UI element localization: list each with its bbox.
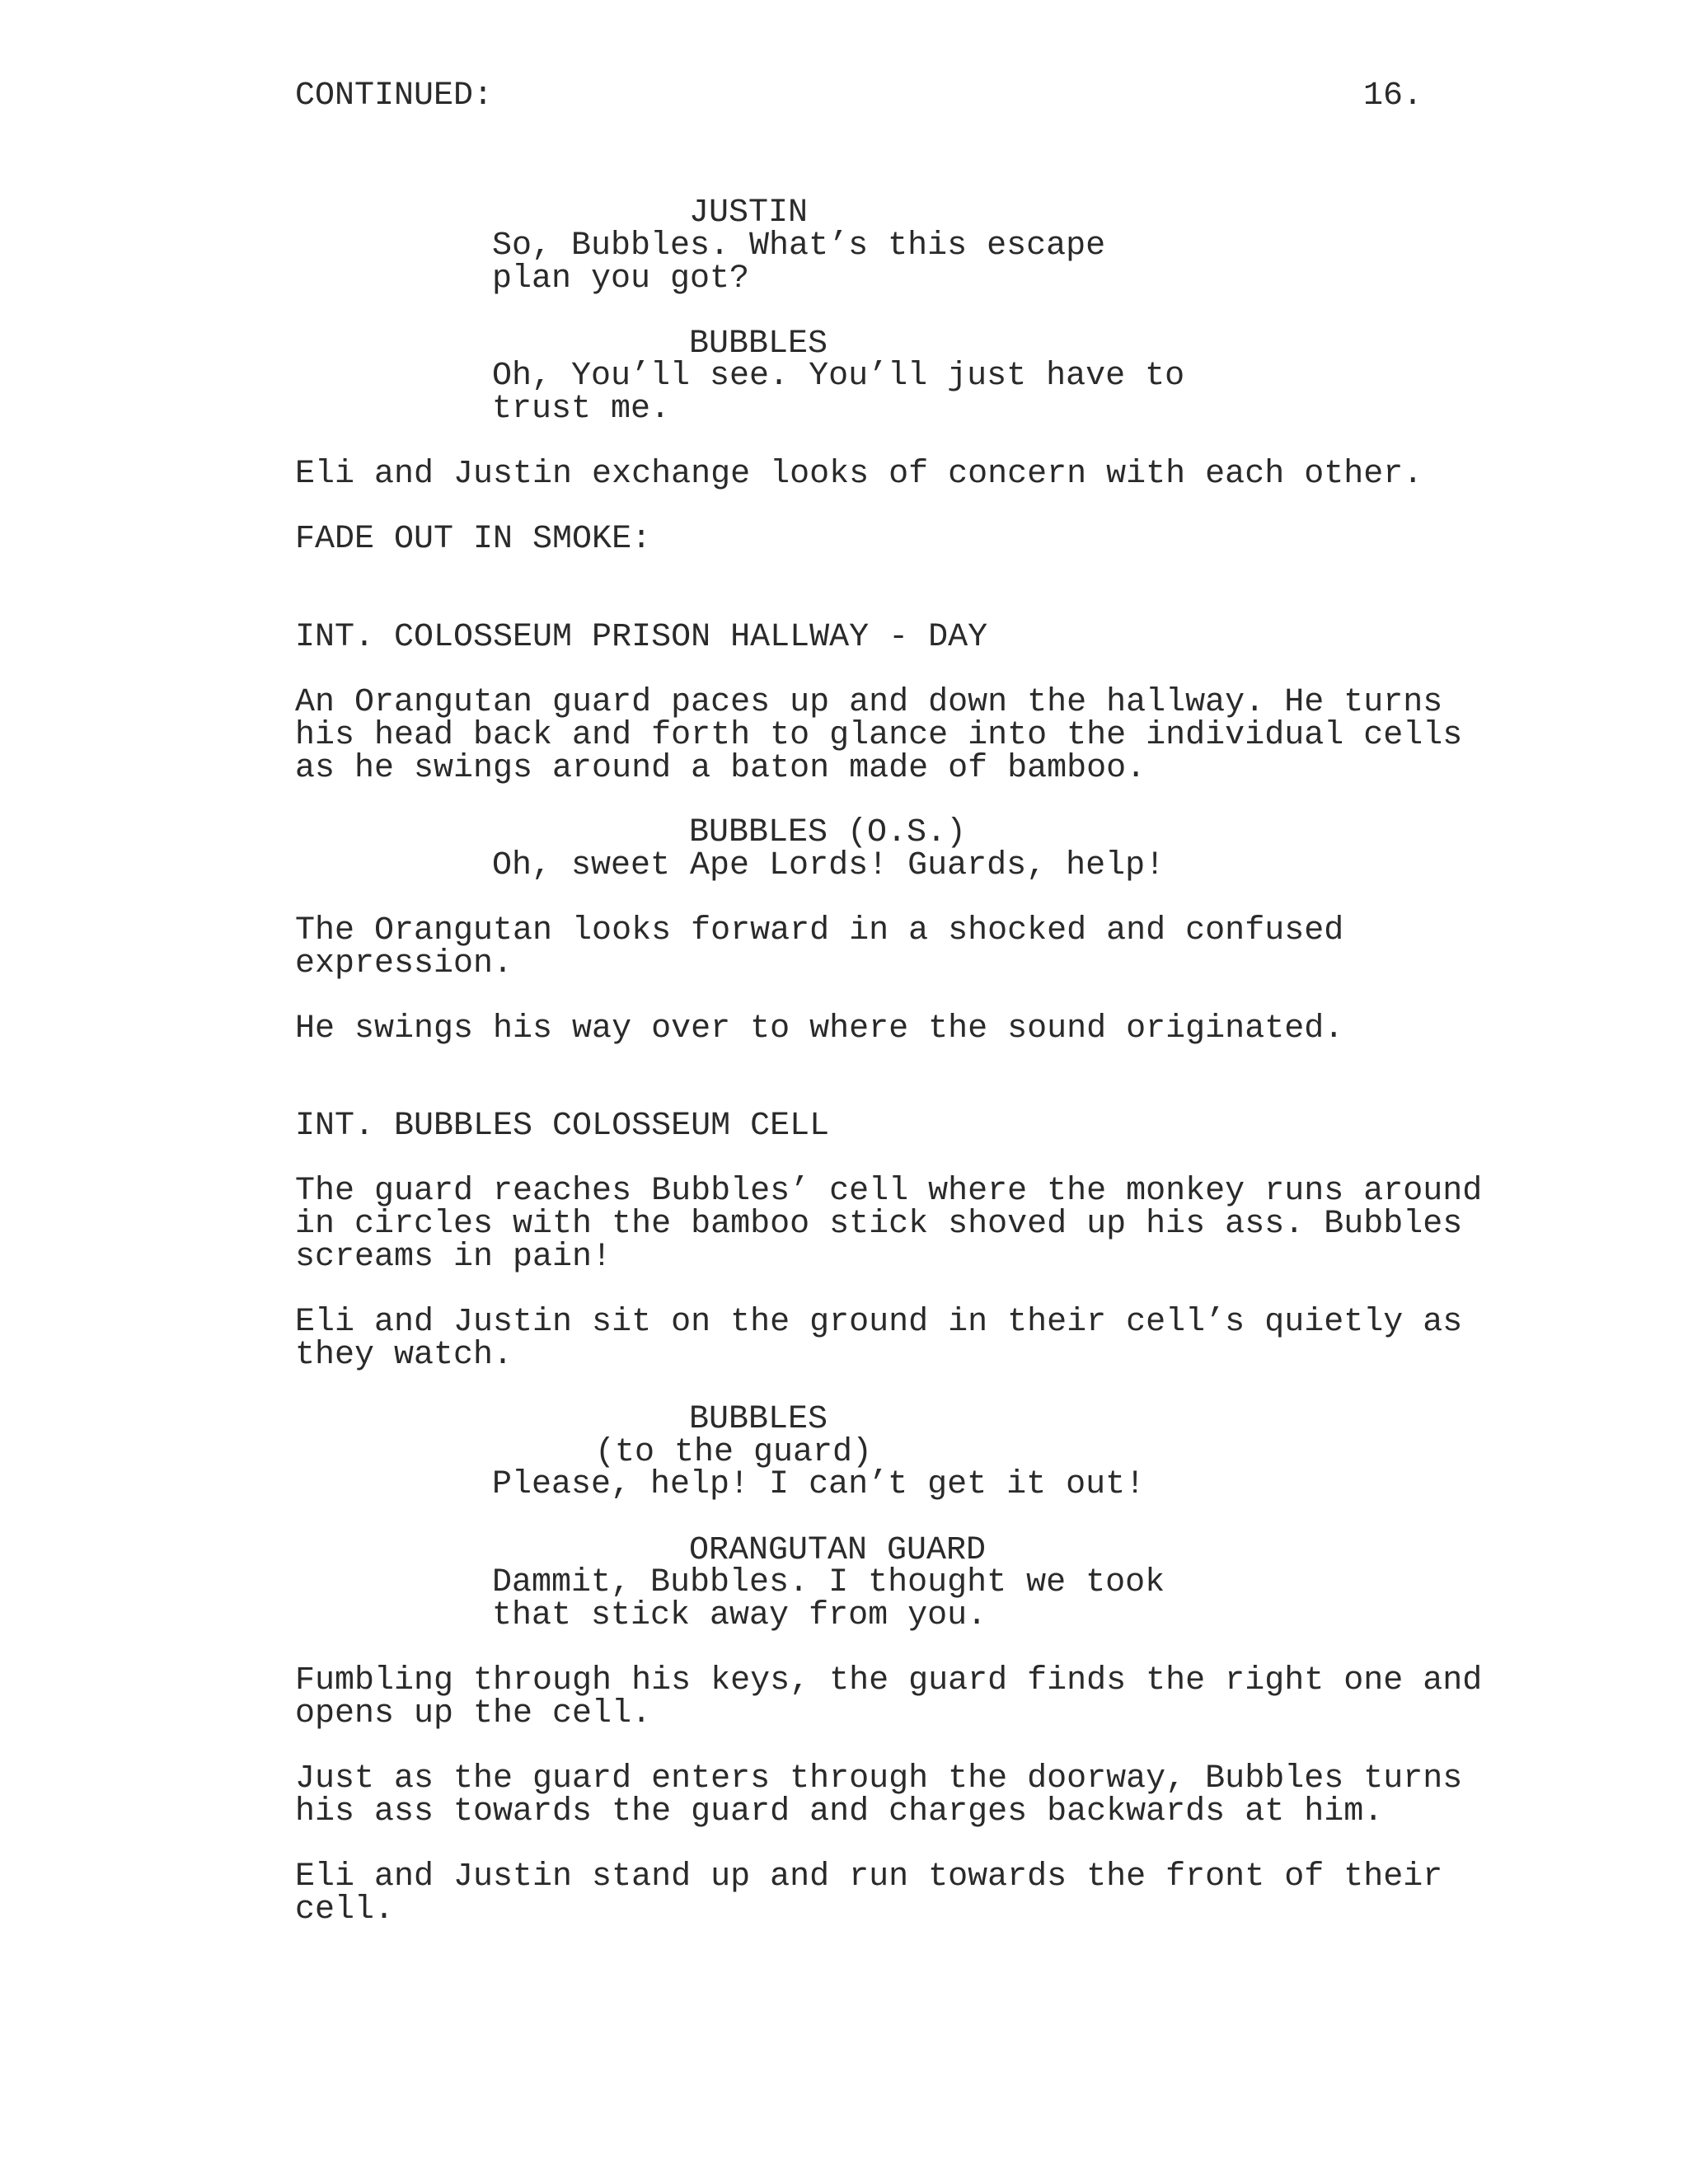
continued-label: CONTINUED: — [295, 77, 494, 115]
scene-heading: INT. COLOSSEUM PRISON HALLWAY - DAY — [295, 619, 988, 656]
action-line: An Orangutan guard paces up and down the hallway. He turns his head back and forth to glance into the individual cells as he swings around a baton made of bamboo. — [295, 684, 1463, 787]
dialogue: Please, help! I can’t get it out! — [492, 1466, 1146, 1503]
action-line: Eli and Justin stand up and run towards the front of their cell. — [295, 1858, 1443, 1929]
action-line: Just as the guard enters through the doorway, Bubbles turns his ass towards the guard and charges backwards at him. — [295, 1760, 1463, 1830]
dialogue: So, Bubbles. What’s this escape plan you got? — [492, 227, 1106, 298]
parenthetical: (to the guard) — [595, 1434, 873, 1471]
character-name: BUBBLES — [689, 1401, 828, 1438]
action-line: The Orangutan looks forward in a shocked and confused expression. — [295, 912, 1344, 982]
transition: FADE OUT IN SMOKE: — [295, 521, 652, 558]
character-name: BUBBLES (O.S.) — [689, 814, 967, 851]
dialogue: Oh, sweet Ape Lords! Guards, help! — [492, 847, 1165, 884]
action-line: Eli and Justin sit on the ground in their cell’s quietly as they watch. — [295, 1304, 1463, 1374]
action-line: Fumbling through his keys, the guard finds the right one and opens up the cell. — [295, 1662, 1483, 1732]
page-number: 16. — [1363, 77, 1423, 115]
action-line: The guard reaches Bubbles’ cell where the monkey runs around in circles with the bamboo stick shoved up his ass. Bubbles screams in pain! — [295, 1173, 1483, 1276]
character-name: BUBBLES — [689, 326, 828, 363]
dialogue: Dammit, Bubbles. I thought we took that stick away from you. — [492, 1564, 1165, 1634]
action-line: He swings his way over to where the sound originated. — [295, 1010, 1344, 1047]
character-name: ORANGUTAN GUARD — [689, 1532, 987, 1569]
scene-heading: INT. BUBBLES COLOSSEUM CELL — [295, 1108, 830, 1145]
character-name: JUSTIN — [689, 194, 809, 232]
dialogue: Oh, You’ll see. You’ll just have to trust me. — [492, 358, 1185, 428]
action-line: Eli and Justin exchange looks of concern with each other. — [295, 456, 1423, 493]
